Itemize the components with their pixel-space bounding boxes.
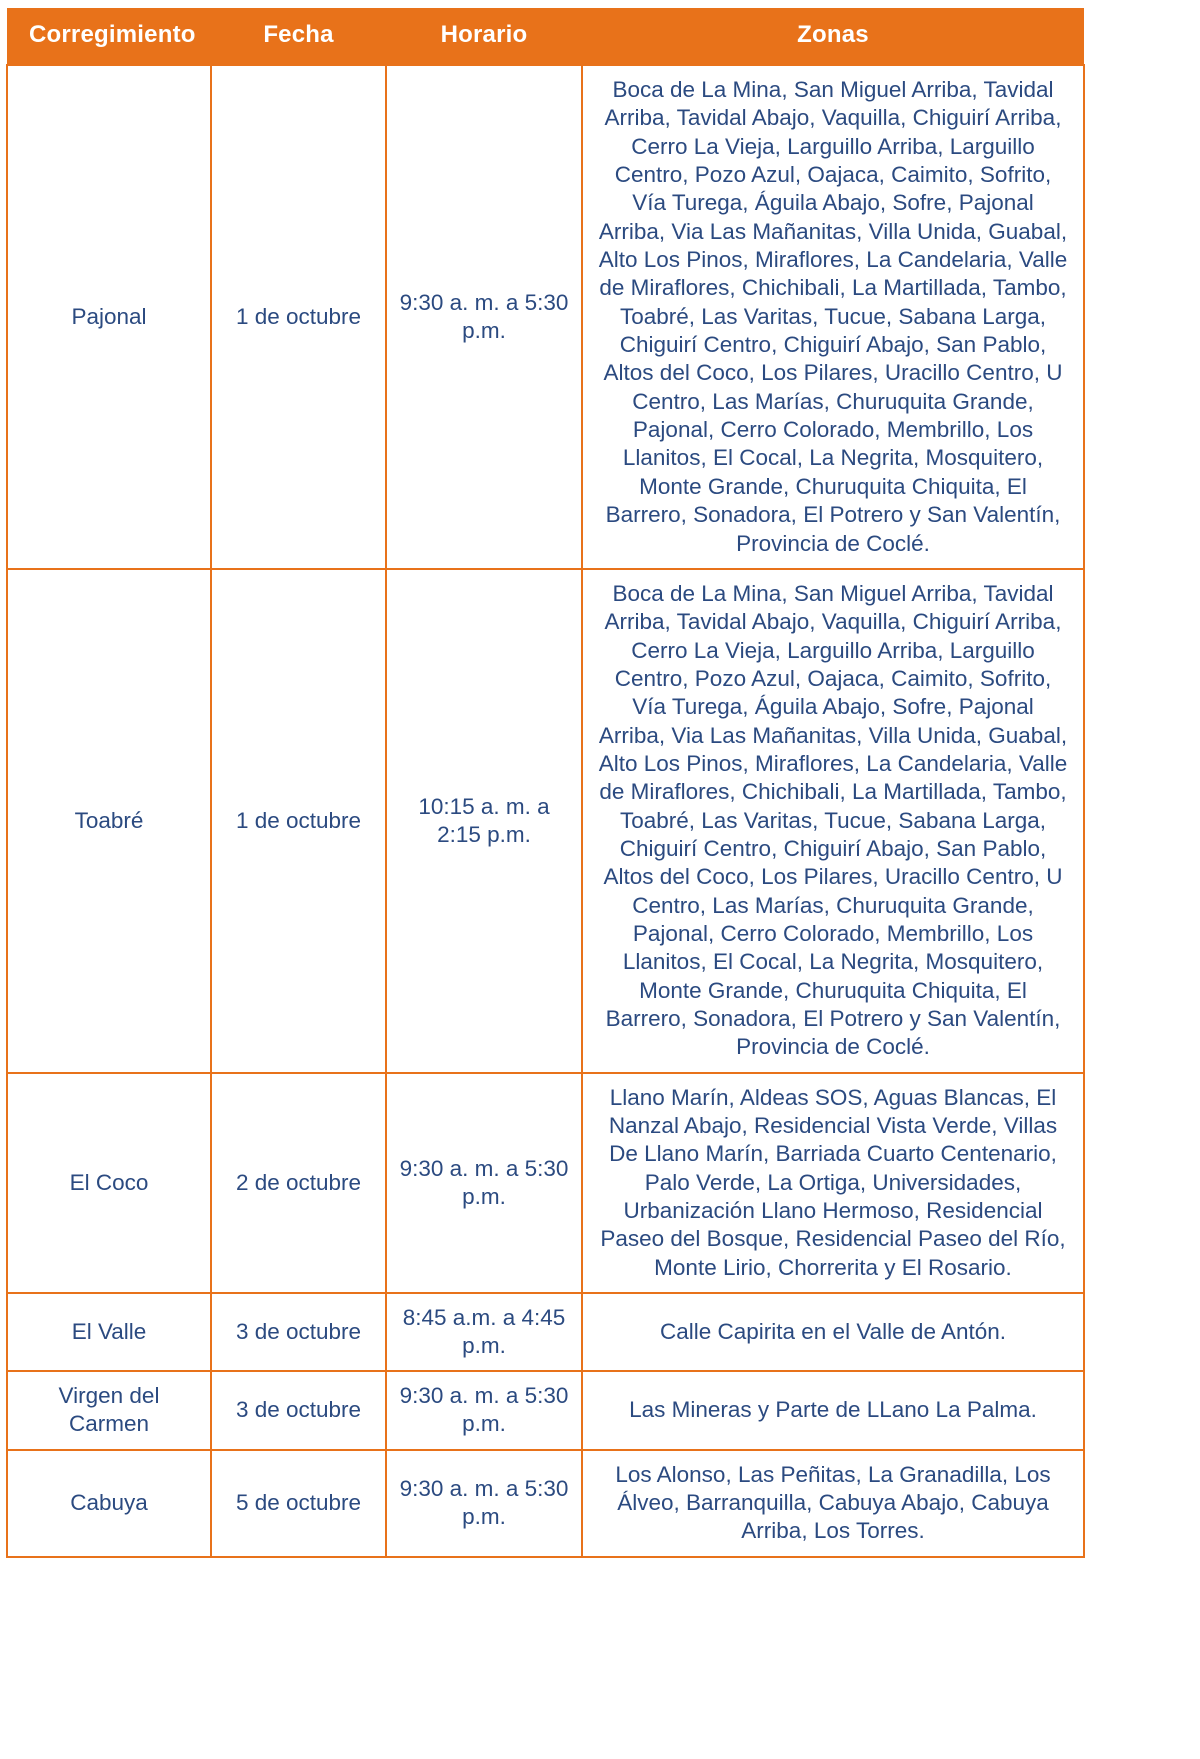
cell-corregimiento: Toabré [7,569,211,1073]
cell-zonas: Las Mineras y Parte de LLano La Palma. [582,1371,1084,1449]
column-header-zonas: Zonas [582,8,1084,65]
column-header-corregimiento: Corregimiento [7,8,211,65]
table-row [7,1450,1084,1557]
outage-schedule-table [6,8,1085,1558]
cell-zonas: Boca de La Mina, San Miguel Arriba, Tavidal Arriba, Tavidal Abajo, Vaquilla, Chiguirí Arriba, Cerro La Vieja, Larguillo Arriba, Larguillo Centro, Pozo Azul, Oajaca, Caimito, Sofrito, Vía Turega, Águila Abajo, Sofre, Pajonal Arriba, Via Las Mañanitas, Villa Unida, Guabal, Alto Los Pinos, Miraflores, La Candelaria, Valle de Miraflores, Chichibali, La Martillada, Tambo, Toabré, Las Varitas, Tucue, Sabana Larga, Chiguirí Centro, Chiguirí Abajo, San Pablo, Altos del Coco, Los Pilares, Uracillo Centro, U Centro, Las Marías, Churuquita Grande, Pajonal, Cerro Colorado, Membrillo, Los Llanitos, El Cocal, La Negrita, Mosquitero, Monte Grande, Churuquita Chiquita, El Barrero, Sonadora, El Potrero y San Valentín, Provincia de Coclé. [582,569,1084,1073]
cell-fecha: 3 de octubre [211,1371,386,1449]
cell-fecha: 2 de octubre [211,1073,386,1293]
cell-corregimiento: Cabuya [7,1450,211,1557]
cell-corregimiento: El Coco [7,1073,211,1293]
cell-horario: 10:15 a. m. a 2:15 p.m. [386,569,582,1073]
column-header-horario: Horario [386,8,582,65]
cell-horario: 9:30 a. m. a 5:30 p.m. [386,1073,582,1293]
column-header-fecha: Fecha [211,8,386,65]
cell-zonas: Calle Capirita en el Valle de Antón. [582,1293,1084,1371]
cell-corregimiento: Pajonal [7,65,211,569]
cell-fecha: 5 de octubre [211,1450,386,1557]
table-row [7,1293,1084,1371]
table-header [7,8,1084,65]
table-row [7,65,1084,569]
cell-zonas: Llano Marín, Aldeas SOS, Aguas Blancas, El Nanzal Abajo, Residencial Vista Verde, Villas De Llano Marín, Barriada Cuarto Centenario, Palo Verde, La Ortiga, Universidades, Urbanización Llano Hermoso, Residencial Paseo del Bosque, Residencial Paseo del Río, Monte Lirio, Chorrerita y El Rosario. [582,1073,1084,1293]
table-row [7,1371,1084,1449]
cell-corregimiento: El Valle [7,1293,211,1371]
table-row [7,569,1084,1073]
cell-horario: 9:30 a. m. a 5:30 p.m. [386,1450,582,1557]
cell-horario: 9:30 a. m. a 5:30 p.m. [386,1371,582,1449]
cell-fecha: 3 de octubre [211,1293,386,1371]
cell-zonas: Los Alonso, Las Peñitas, La Granadilla, Los Álveo, Barranquilla, Cabuya Abajo, Cabuya Arriba, Los Torres. [582,1450,1084,1557]
table-body [7,65,1084,1557]
table-header-row [7,8,1084,65]
table-row [7,1073,1084,1293]
cell-corregimiento: Virgen del Carmen [7,1371,211,1449]
cell-horario: 9:30 a. m. a 5:30 p.m. [386,65,582,569]
cell-fecha: 1 de octubre [211,569,386,1073]
cell-zonas: Boca de La Mina, San Miguel Arriba, Tavidal Arriba, Tavidal Abajo, Vaquilla, Chiguirí Arriba, Cerro La Vieja, Larguillo Arriba, Larguillo Centro, Pozo Azul, Oajaca, Caimito, Sofrito, Vía Turega, Águila Abajo, Sofre, Pajonal Arriba, Via Las Mañanitas, Villa Unida, Guabal, Alto Los Pinos, Miraflores, La Candelaria, Valle de Miraflores, Chichibali, La Martillada, Tambo, Toabré, Las Varitas, Tucue, Sabana Larga, Chiguirí Centro, Chiguirí Abajo, San Pablo, Altos del Coco, Los Pilares, Uracillo Centro, U Centro, Las Marías, Churuquita Grande, Pajonal, Cerro Colorado, Membrillo, Los Llanitos, El Cocal, La Negrita, Mosquitero, Monte Grande, Churuquita Chiquita, El Barrero, Sonadora, El Potrero y San Valentín, Provincia de Coclé. [582,65,1084,569]
document-page [0,8,1200,1759]
cell-horario: 8:45 a.m. a 4:45 p.m. [386,1293,582,1371]
cell-fecha: 1 de octubre [211,65,386,569]
